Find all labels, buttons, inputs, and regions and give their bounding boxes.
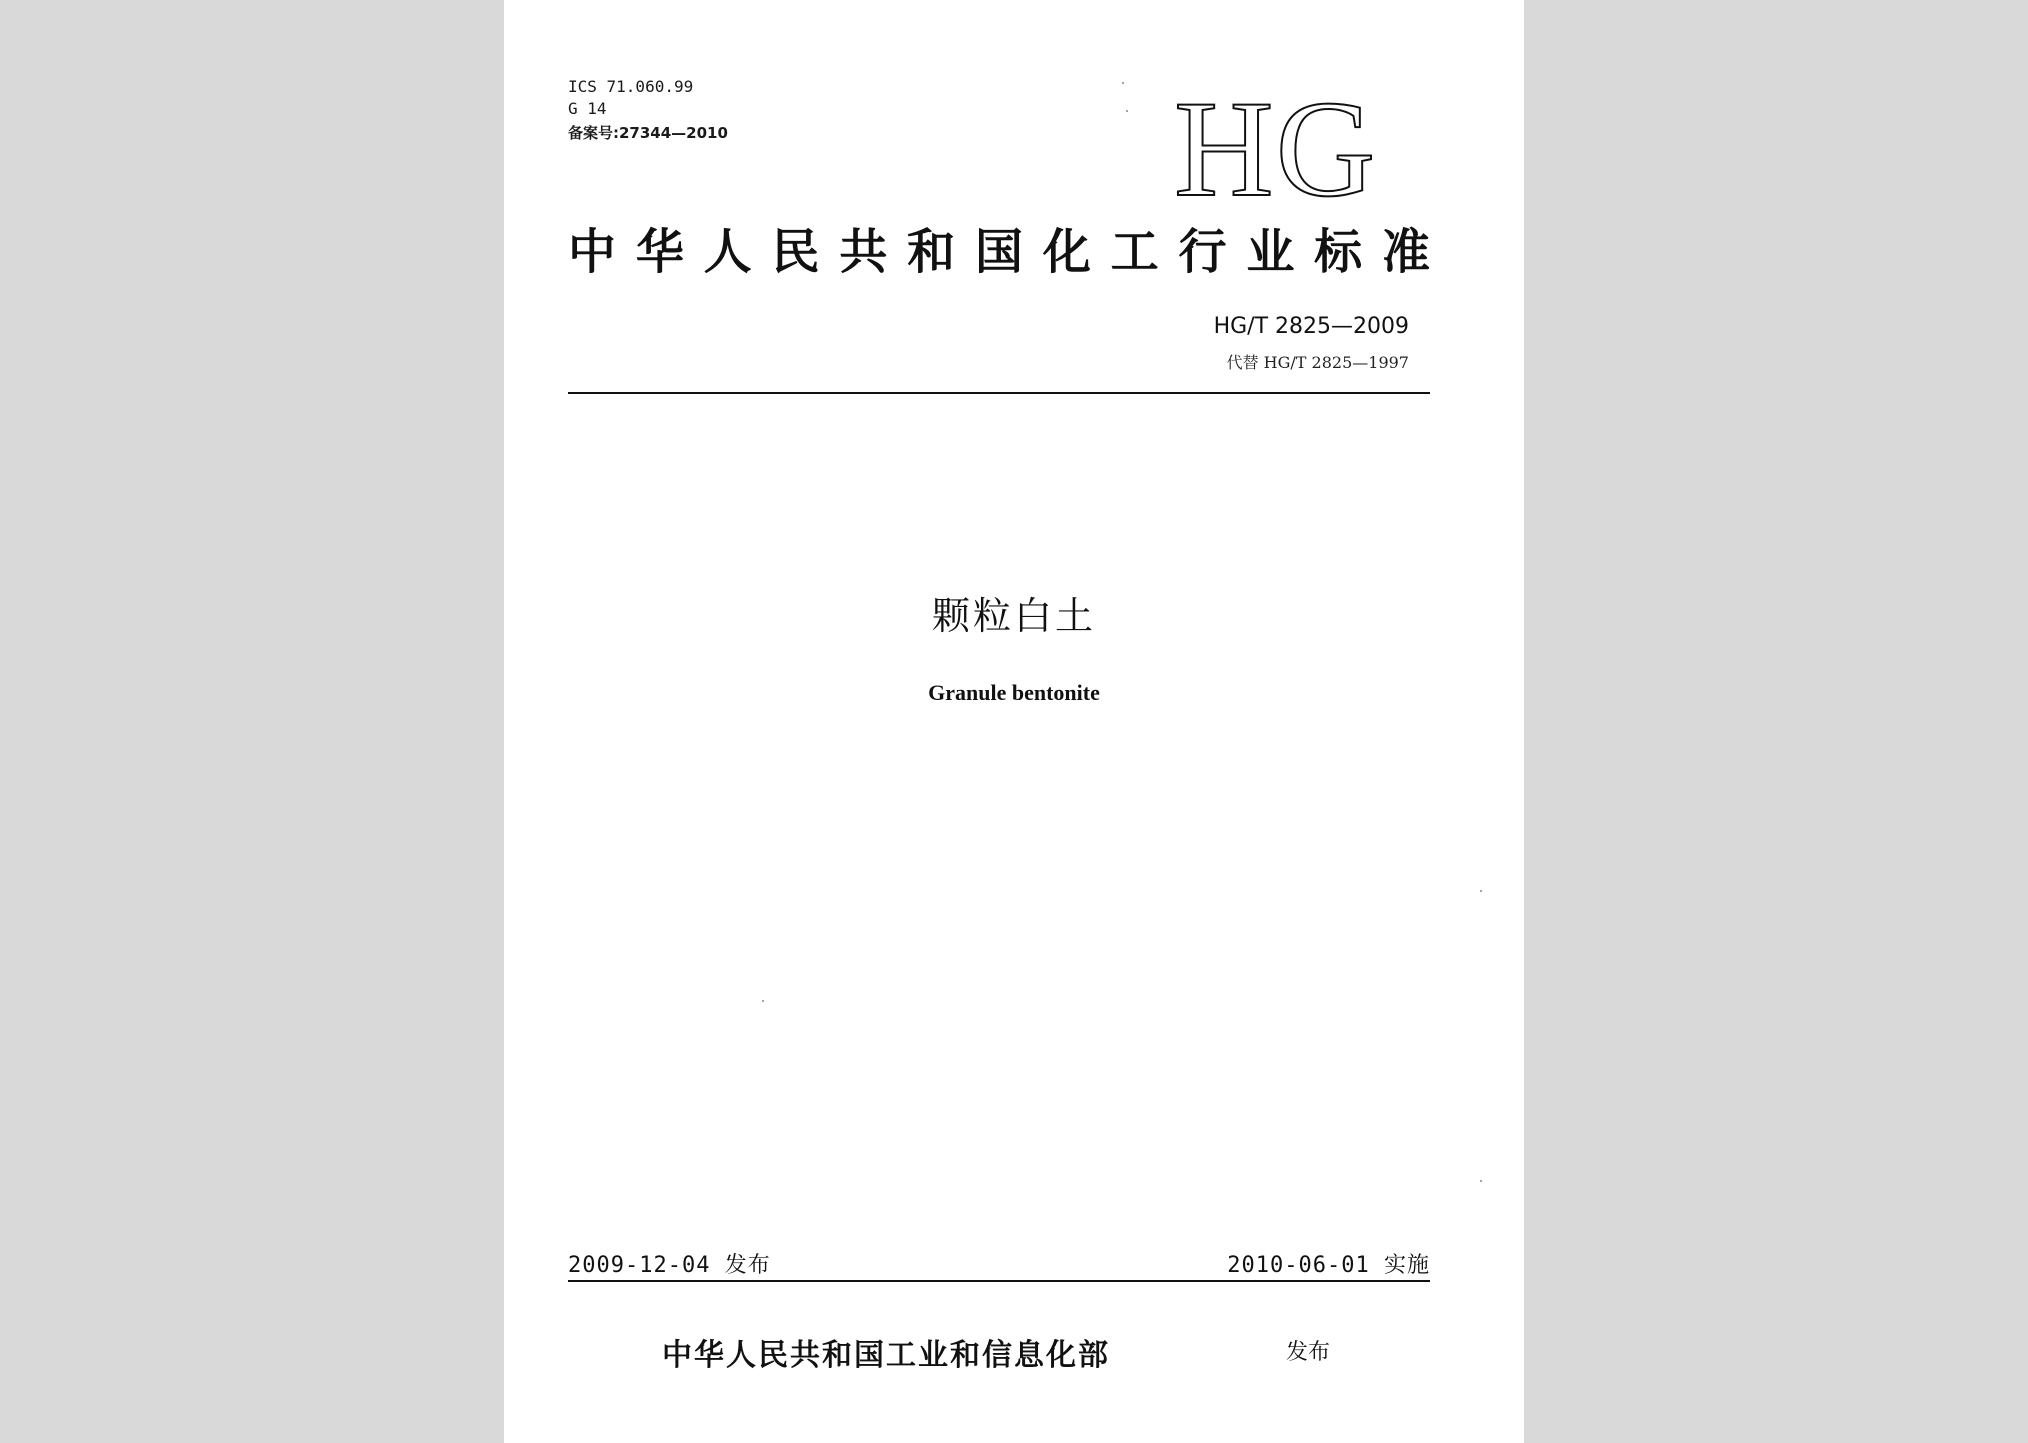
ics-code: ICS 71.060.99	[568, 77, 694, 96]
issuer-name: 中华人民共和国工业和信息化部	[662, 1338, 1110, 1373]
scan-speck	[1122, 82, 1124, 84]
replaces-standard: 代替 HG/T 2825—1997	[1226, 353, 1409, 372]
document-page	[504, 0, 1524, 1443]
scan-speck	[1480, 890, 1482, 892]
record-number: 备案号:27344—2010	[568, 124, 728, 142]
footer-divider	[568, 1280, 1430, 1282]
standard-code: HG/T 2825—2009	[1213, 314, 1409, 339]
ccs-code: G 14	[568, 99, 607, 118]
document-title-cn: 颗粒白土	[931, 594, 1096, 638]
scan-speck	[1480, 1180, 1482, 1182]
release-date: 2009-12-04 发布	[568, 1253, 771, 1278]
scan-speck	[762, 1000, 764, 1002]
standard-title: 中华人民共和国化工行业标准	[568, 224, 1430, 280]
scan-speck	[1126, 110, 1128, 112]
document-title-en: Granule bentonite	[928, 680, 1100, 705]
issuer-suffix: 发布	[1286, 1340, 1331, 1365]
implement-date: 2010-06-01 实施	[1227, 1253, 1430, 1278]
hg-logo: HG	[1174, 72, 1378, 225]
header-divider	[568, 392, 1430, 394]
